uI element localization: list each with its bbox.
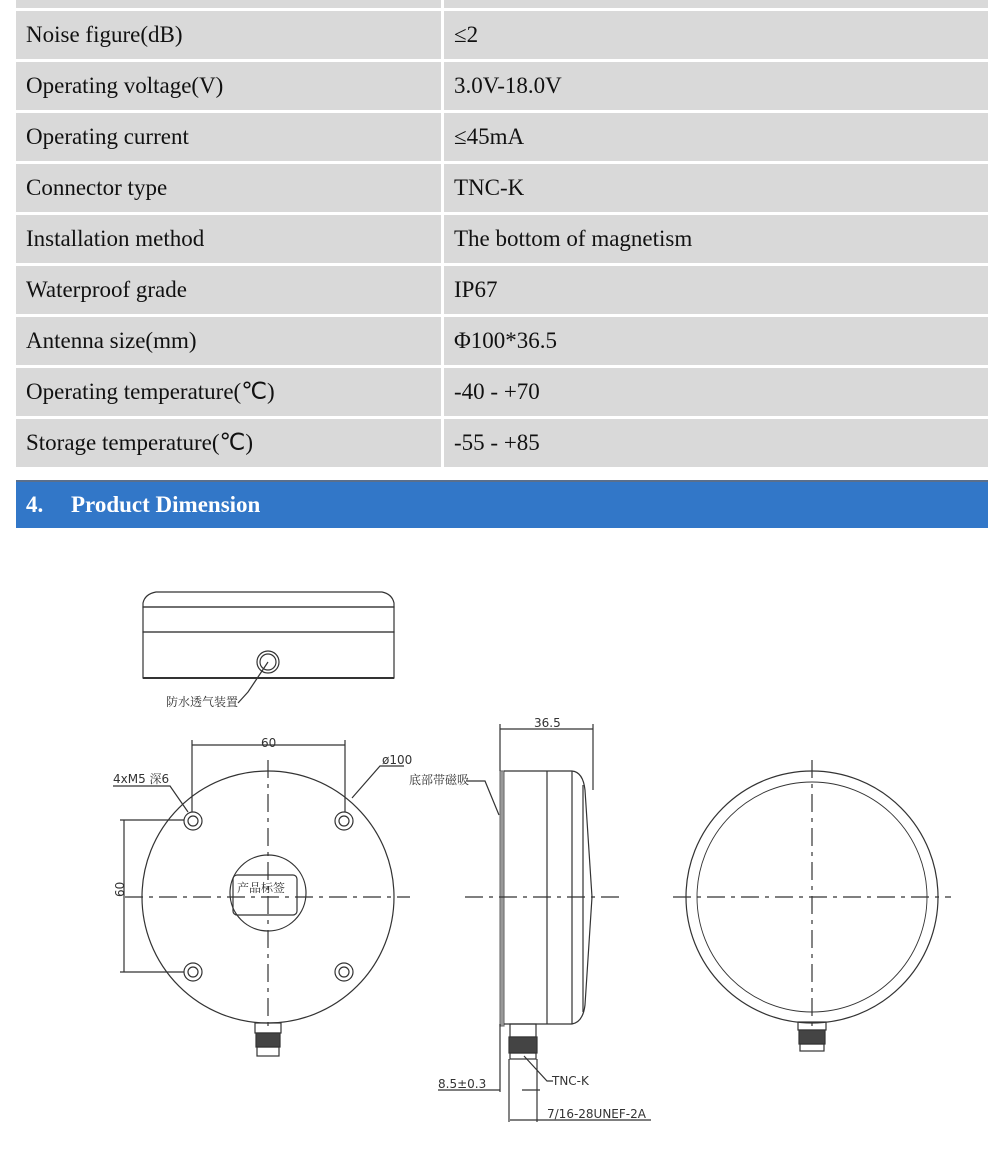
dim-height-label: 60 <box>113 881 127 897</box>
spec-label: Operating voltage(V) <box>16 62 441 110</box>
front-view <box>113 740 413 1056</box>
spec-table <box>16 0 988 470</box>
spec-value: IP67 <box>444 266 988 314</box>
table-row <box>16 0 988 11</box>
spec-value: TNC-K <box>444 164 988 212</box>
spec-value: The bottom of magnetism <box>444 215 988 263</box>
thread-label: 7/16-28UNEF-2A <box>547 1107 646 1121</box>
spec-label: Waterproof grade <box>16 266 441 314</box>
dim-width-label: 60 <box>261 736 277 750</box>
spec-value: ≤45mA <box>444 113 988 161</box>
hole-label: 4xM5 深6 <box>113 772 170 786</box>
spec-label: Antenna size(mm) <box>16 317 441 365</box>
table-row <box>16 317 988 368</box>
diameter-label: ø100 <box>382 753 413 767</box>
spec-label: Installation method <box>16 215 441 263</box>
table-row <box>16 62 988 113</box>
depth-label: 36.5 <box>534 716 561 730</box>
table-row <box>16 164 988 215</box>
section-title: Product Dimension <box>71 492 261 517</box>
spec-value: Φ100*36.5 <box>444 317 988 365</box>
spec-label: Operating temperature(℃) <box>16 368 441 416</box>
spec-value <box>444 0 988 8</box>
table-row <box>16 368 988 419</box>
dimension-drawing <box>0 560 1000 1160</box>
connector-label: TNC-K <box>552 1074 589 1088</box>
spec-value: 3.0V-18.0V <box>444 62 988 110</box>
rear-view <box>673 760 951 1051</box>
table-row <box>16 266 988 317</box>
spec-label: Noise figure(dB) <box>16 11 441 59</box>
section-number: 4. <box>26 492 44 517</box>
product-label-text: 产品标签 <box>237 881 286 895</box>
side-view <box>438 724 651 1122</box>
spec-label <box>16 0 441 8</box>
spec-value: -40 - +70 <box>444 368 988 416</box>
elevation-view <box>143 592 394 703</box>
spec-value: ≤2 <box>444 11 988 59</box>
table-row <box>16 419 988 470</box>
magnet-label: 底部带磁吸 <box>409 773 470 787</box>
table-row <box>16 215 988 266</box>
spec-label: Storage temperature(℃) <box>16 419 441 467</box>
table-row <box>16 113 988 164</box>
offset-label: 8.5±0.3 <box>438 1077 487 1091</box>
table-row <box>16 11 988 62</box>
vent-label: 防水透气装置 <box>166 695 239 709</box>
spec-label: Operating current <box>16 113 441 161</box>
spec-label: Connector type <box>16 164 441 212</box>
spec-value: -55 - +85 <box>444 419 988 467</box>
section-header <box>16 480 988 528</box>
